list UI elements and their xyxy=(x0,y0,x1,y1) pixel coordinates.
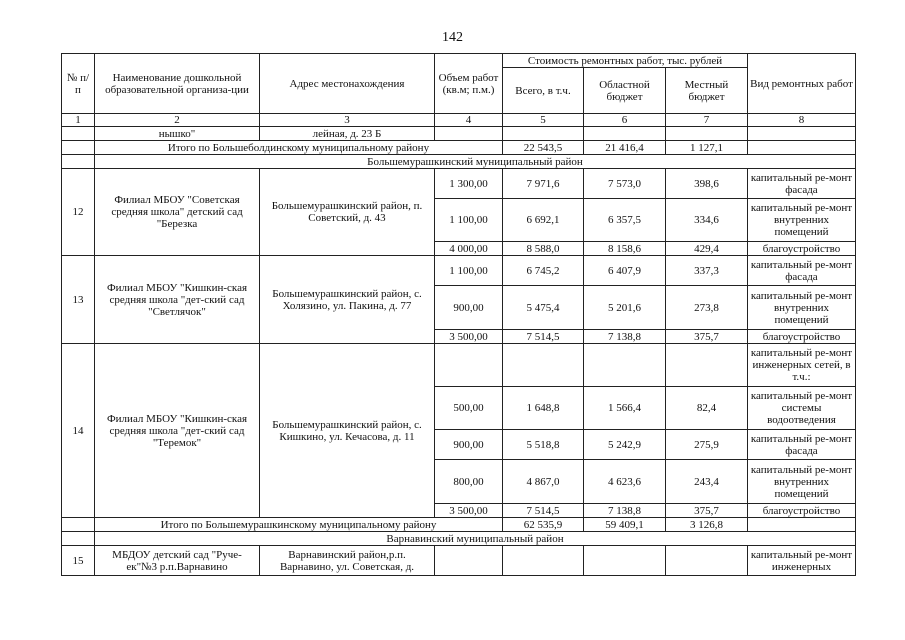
total-cell: 7 514,5 xyxy=(503,504,584,518)
col-number: 7 xyxy=(666,114,748,127)
entry-address: Большемурашкинский район, п. Советский, д. 43 xyxy=(260,169,435,256)
regional-cell: 5 242,9 xyxy=(584,430,666,460)
local-value: 3 126,8 xyxy=(666,518,748,532)
volume-cell: 900,00 xyxy=(435,286,503,330)
work-type-cell: капитальный ре-монт фасада xyxy=(748,430,856,460)
volume-cell xyxy=(435,344,503,387)
cont-address: лейная, д. 23 Б xyxy=(260,127,435,141)
local-cell: 375,7 xyxy=(666,330,748,344)
regional-value: 21 416,4 xyxy=(584,141,666,155)
total-value: 22 543,5 xyxy=(503,141,584,155)
total-cell: 6 745,2 xyxy=(503,256,584,286)
col-number: 1 xyxy=(62,114,95,127)
col-number: 4 xyxy=(435,114,503,127)
volume-cell: 1 100,00 xyxy=(435,199,503,242)
col-number: 8 xyxy=(748,114,856,127)
entry-name: Филиал МБОУ "Советская средняя школа" детский сад "Березка xyxy=(95,169,260,256)
total-cell: 8 588,0 xyxy=(503,242,584,256)
total-label: Итого по Большемурашкинскому муниципальному району xyxy=(95,518,503,532)
col-number: 3 xyxy=(260,114,435,127)
regional-cell: 1 566,4 xyxy=(584,387,666,430)
regional-cell: 5 201,6 xyxy=(584,286,666,330)
col-number: 5 xyxy=(503,114,584,127)
entry-number: 14 xyxy=(62,344,95,518)
regional-value: 59 409,1 xyxy=(584,518,666,532)
regional-cell: 6 357,5 xyxy=(584,199,666,242)
entry-name: МБДОУ детский сад "Руче-ек"№3 р.п.Варнавино xyxy=(95,546,260,576)
work-type-cell: капитальный ре-монт фасада xyxy=(748,169,856,199)
local-cell: 375,7 xyxy=(666,504,748,518)
work-type-cell: благоустройство xyxy=(748,504,856,518)
regional-cell: 7 573,0 xyxy=(584,169,666,199)
entry-number: 13 xyxy=(62,256,95,344)
work-type-cell: капитальный ре-монт внутренних помещений xyxy=(748,460,856,504)
total-cell xyxy=(503,344,584,387)
volume-cell: 3 500,00 xyxy=(435,504,503,518)
local-cell: 337,3 xyxy=(666,256,748,286)
work-type-cell: благоустройство xyxy=(748,242,856,256)
volume-cell: 500,00 xyxy=(435,387,503,430)
total-cell: 7 514,5 xyxy=(503,330,584,344)
total-cell: 7 971,6 xyxy=(503,169,584,199)
volume-cell: 1 100,00 xyxy=(435,256,503,286)
total-cell: 5 475,4 xyxy=(503,286,584,330)
district-heading: Большемурашкинский муниципальный район xyxy=(95,155,856,169)
regional-cell: 4 623,6 xyxy=(584,460,666,504)
regional-cell xyxy=(584,344,666,387)
work-type-cell: капитальный ре-монт фасада xyxy=(748,256,856,286)
volume-cell: 4 000,00 xyxy=(435,242,503,256)
total-label: Итого по Большеболдинскому муниципальному району xyxy=(95,141,503,155)
entry-number: 15 xyxy=(62,546,95,576)
entry-name: Филиал МБОУ "Кишкин-ская средняя школа "дет-ский сад "Теремок" xyxy=(95,344,260,518)
volume-cell: 900,00 xyxy=(435,430,503,460)
work-type-cell: капитальный ре-монт системы водоотведения xyxy=(748,387,856,430)
header-volume: Объем работ (кв.м; п.м.) xyxy=(435,54,503,114)
entry-address: Варнавинский район,р.п. Варнавино, ул. Советская, д. xyxy=(260,546,435,576)
district-heading: Варнавинский муниципальный район xyxy=(95,532,856,546)
local-cell: 275,9 xyxy=(666,430,748,460)
work-type-cell: капитальный ре-монт внутренних помещений xyxy=(748,286,856,330)
entry-number: 12 xyxy=(62,169,95,256)
header-local: Местный бюджет xyxy=(666,68,748,114)
header-total: Всего, в т.ч. xyxy=(503,68,584,114)
local-cell: 82,4 xyxy=(666,387,748,430)
header-work-type: Вид ремонтных работ xyxy=(748,54,856,114)
entry-address: Большемурашкинский район, с. Холязино, ул. Пакина, д. 77 xyxy=(260,256,435,344)
total-cell: 1 648,8 xyxy=(503,387,584,430)
work-type-cell: капитальный ре-монт инженерных сетей, в т.ч.: xyxy=(748,344,856,387)
regional-cell: 7 138,8 xyxy=(584,330,666,344)
total-cell: 4 867,0 xyxy=(503,460,584,504)
regional-cell: 7 138,8 xyxy=(584,504,666,518)
cont-name: нышко" xyxy=(95,127,260,141)
header-cost-group: Стоимость ремонтных работ, тыс. рублей xyxy=(503,54,748,68)
local-cell: 273,8 xyxy=(666,286,748,330)
header-regional: Областной бюджет xyxy=(584,68,666,114)
volume-cell: 800,00 xyxy=(435,460,503,504)
regional-cell: 8 158,6 xyxy=(584,242,666,256)
col-number: 2 xyxy=(95,114,260,127)
entry-address: Большемурашкинский район, с. Кишкино, ул. Кечасова, д. 11 xyxy=(260,344,435,518)
header-no: № п/п xyxy=(62,54,95,114)
local-value: 1 127,1 xyxy=(666,141,748,155)
work-type-cell: капитальный ре-монт инженерных xyxy=(748,546,856,576)
total-value: 62 535,9 xyxy=(503,518,584,532)
local-cell: 243,4 xyxy=(666,460,748,504)
page-number: 142 xyxy=(442,30,463,45)
work-type-cell: благоустройство xyxy=(748,330,856,344)
repair-works-table xyxy=(61,53,856,576)
work-type-cell: капитальный ре-монт внутренних помещений xyxy=(748,199,856,242)
total-cell: 6 692,1 xyxy=(503,199,584,242)
local-cell: 429,4 xyxy=(666,242,748,256)
regional-cell: 6 407,9 xyxy=(584,256,666,286)
volume-cell: 1 300,00 xyxy=(435,169,503,199)
local-cell xyxy=(666,344,748,387)
header-name: Наименование дошкольной образовательной организа-ции xyxy=(95,54,260,114)
volume-cell: 3 500,00 xyxy=(435,330,503,344)
header-address: Адрес местонахождения xyxy=(260,54,435,114)
entry-name: Филиал МБОУ "Кишкин-ская средняя школа "дет-ский сад "Светлячок" xyxy=(95,256,260,344)
local-cell: 334,6 xyxy=(666,199,748,242)
total-cell: 5 518,8 xyxy=(503,430,584,460)
col-number: 6 xyxy=(584,114,666,127)
local-cell: 398,6 xyxy=(666,169,748,199)
